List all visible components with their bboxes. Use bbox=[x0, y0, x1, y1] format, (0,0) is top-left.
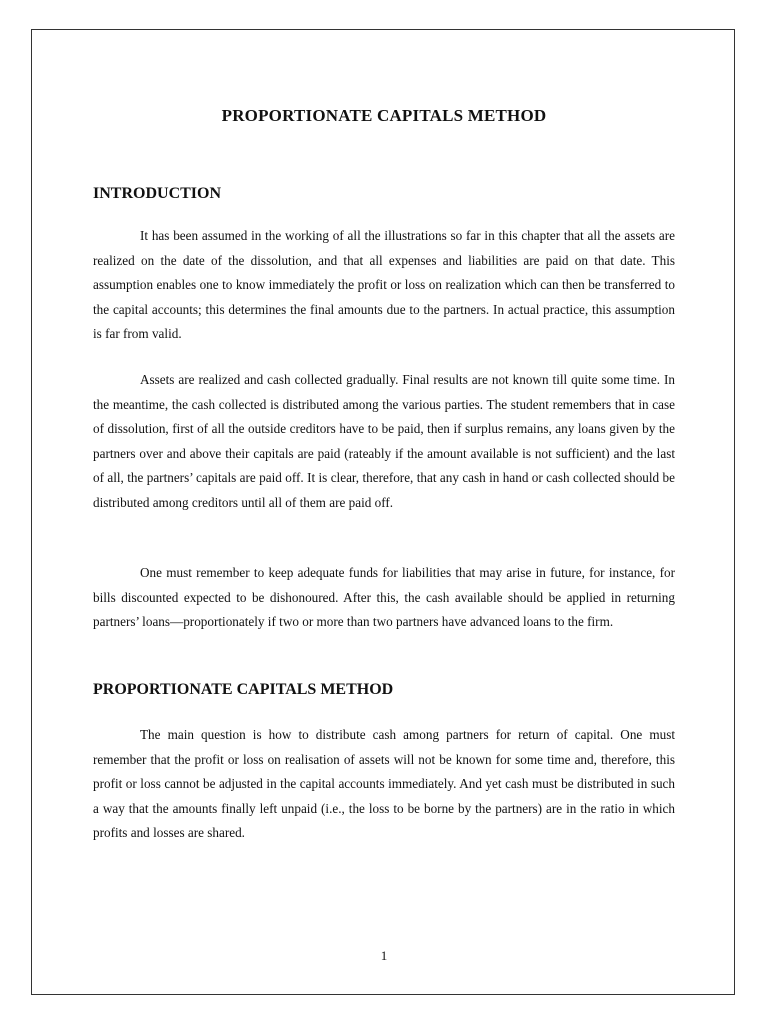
page-number: 1 bbox=[380, 948, 388, 963]
paragraph-intro-3: One must remember to keep adequate funds for liabilities that may arise in future, for instance, for bills discounted expected to be dishonoured. After this, the cash available should be applied in returning partners’ loans—proportionately if two or more than two partners have advanced loans to the firm. bbox=[93, 565, 675, 630]
section-heading-proportionate-capitals: PROPORTIONATE CAPITALS METHOD bbox=[93, 681, 394, 698]
paragraph-method-1: The main question is how to distribute cash among partners for return of capital. One must remember that the profit or loss on realisation of assets will not be known for some time and, therefore, this profit or loss cannot be adjusted in the capital accounts immediately. And yet cash must be distributed in such a way that the amounts finally left unpaid (i.e., the loss to be borne by the partners) are in the ratio in which profits and losses are shared. bbox=[93, 727, 675, 841]
document-title: PROPORTIONATE CAPITALS METHOD bbox=[221, 106, 547, 125]
paragraph-intro-2: Assets are realized and cash collected gradually. Final results are not known till quite some time. In the meantime, the cash collected is distributed among the various parties. The student remembers that in case of dissolution, first of all the outside creditors have to be paid, then if surplus remains, any loans given by the partners over and above their capitals are paid (rateably if the amount available is not sufficient) and the last of all, the partners’ capitals are paid off. It is clear, therefore, that any cash in hand or cash collected should be distributed among creditors until all of them are paid off. bbox=[93, 372, 675, 510]
section-heading-introduction: INTRODUCTION bbox=[93, 185, 222, 202]
paragraph-intro-1: It has been assumed in the working of all the illustrations so far in this chapter that all the assets are realized on the date of the dissolution, and that all expenses and liabilities are paid on that date. This assumption enables one to know immediately the profit or loss on realization which can then be transferred to the capital accounts; this determines the final amounts due to the partners. In actual practice, this assumption is far from valid. bbox=[93, 228, 675, 342]
